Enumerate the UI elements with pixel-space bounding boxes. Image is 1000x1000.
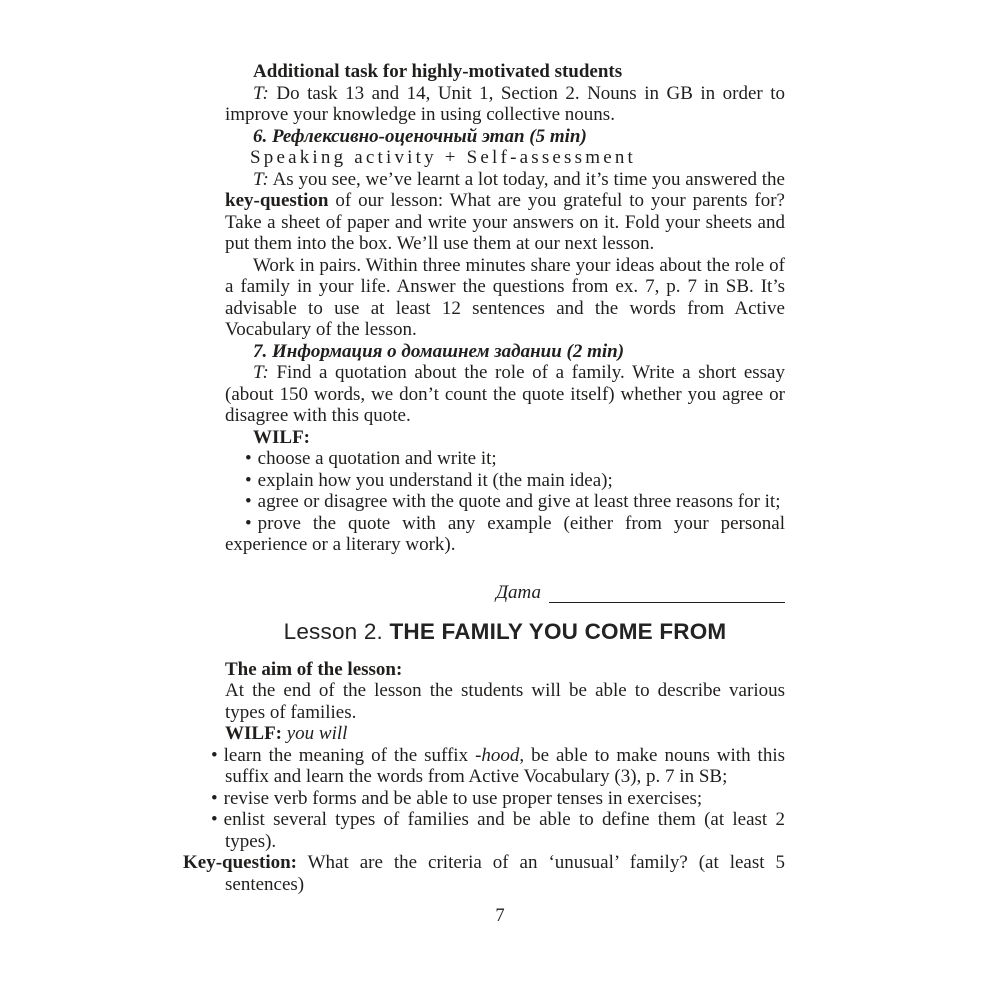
additional-task-heading: Additional task for highly-motivated students (253, 61, 623, 82)
goal-bullet-text-post: , be able to make nouns with this suffix and learn the words from Active Vocabulary (3), p. 7 in SB; (225, 744, 785, 787)
wilf-bullet-item (225, 491, 785, 513)
stage6-text-after-bold: of our lesson: What are you grateful to your parents for? Take a sheet of paper and write your answers on it. Fold your sheets and put them into the box. We’ll use them at our next lesson. (225, 190, 785, 254)
lesson-number-label: Lesson 2. (283, 618, 390, 644)
work-in-pairs-paragraph: Work in pairs. Within three minutes share your ideas about the role of a family in your life. Answer the questions from ex. 7, p. 7 in SB. It’s advisable to use at least 12 sentences and the words from Active Vocabulary of the lesson. (225, 254, 785, 340)
wilf-line (225, 723, 785, 745)
stage6-heading: 6. Рефлексивно-оценочный этап (5 min) (253, 125, 587, 147)
content-column (183, 61, 785, 895)
wilf-bullet-text: choose a quotation and write it; (257, 448, 497, 469)
wilf-heading: WILF: (253, 426, 310, 448)
goal-bullet-item (211, 809, 785, 852)
bullet-icon: • (245, 512, 252, 534)
bullet-icon: • (211, 744, 218, 766)
bullet-icon: • (211, 787, 218, 809)
stage6-text-before-bold: As you see, we’ve learnt a lot today, and it’s time you answered the (268, 168, 785, 190)
additional-task-text: Do task 13 and 14, Unit 1, Section 2. Nouns in GB in order to improve your knowledge in using collective nouns. (225, 82, 785, 125)
stage7-heading: 7. Информация о домашнем задании (2 min) (253, 340, 625, 362)
page-number: 7 (495, 906, 505, 926)
additional-task-paragraph (225, 83, 785, 126)
wilf-bullet-text: agree or disagree with the quote and give at least three reasons for it; (257, 491, 781, 512)
aim-text: At the end of the lesson the students will be able to describe various types of families. (225, 680, 785, 723)
wilf-bullet-item (225, 448, 785, 470)
wilf-bullet-item (225, 513, 785, 556)
wilf-label: WILF: (225, 723, 282, 744)
homework-paragraph (225, 362, 785, 427)
goal-bullet-text: revise verb forms and be able to use proper tenses in exercises; (223, 787, 703, 809)
date-fill-in-line (549, 584, 785, 603)
bullet-icon: • (245, 469, 252, 491)
stage6-teacher-paragraph (225, 169, 785, 255)
teacher-label: T: (253, 362, 269, 383)
wilf-bullet-item (225, 470, 785, 492)
goal-bullet-item (211, 744, 785, 788)
key-question-emphasis: key-question (225, 190, 329, 211)
goal-bullet-text: enlist several types of families and be able to define them (at least 2 types). (223, 809, 785, 852)
wilf-intro: you will (282, 723, 348, 744)
bullet-icon: • (245, 491, 252, 512)
homework-text: Find a quotation about the role of a family. Write a short essay (about 150 words, we don’t count the quote itself) whether you agree or disagree with this quote. (225, 362, 785, 426)
bullet-icon: • (245, 448, 252, 469)
lesson2-heading (225, 619, 785, 645)
key-question-label: Key-question: (183, 852, 297, 873)
key-question-text: What are the criteria of an ‘unusual’ family? (at least 5 sentences) (225, 852, 785, 895)
bullet-icon: • (211, 809, 218, 830)
teacher-label: T: (253, 168, 269, 190)
goal-bullet-text-pre: learn the meaning of the suffix (223, 744, 476, 766)
date-row (225, 580, 785, 603)
wilf-bullet-text: explain how you understand it (the main idea); (257, 469, 613, 491)
date-label: Дата (495, 581, 541, 603)
suffix-hood-italic: -hood (475, 744, 520, 766)
key-question-paragraph (183, 852, 785, 895)
aim-heading: The aim of the lesson: (225, 658, 403, 680)
lesson-title: THE FAMILY YOU COME FROM (389, 618, 727, 644)
stage6-subheading: Speaking activity + Self-assessment (250, 147, 637, 168)
teacher-label: T: (253, 82, 269, 104)
goal-bullet-item (211, 787, 785, 810)
wilf-bullet-text: prove the quote with any example (either from your personal experience or a literary work). (225, 512, 785, 555)
